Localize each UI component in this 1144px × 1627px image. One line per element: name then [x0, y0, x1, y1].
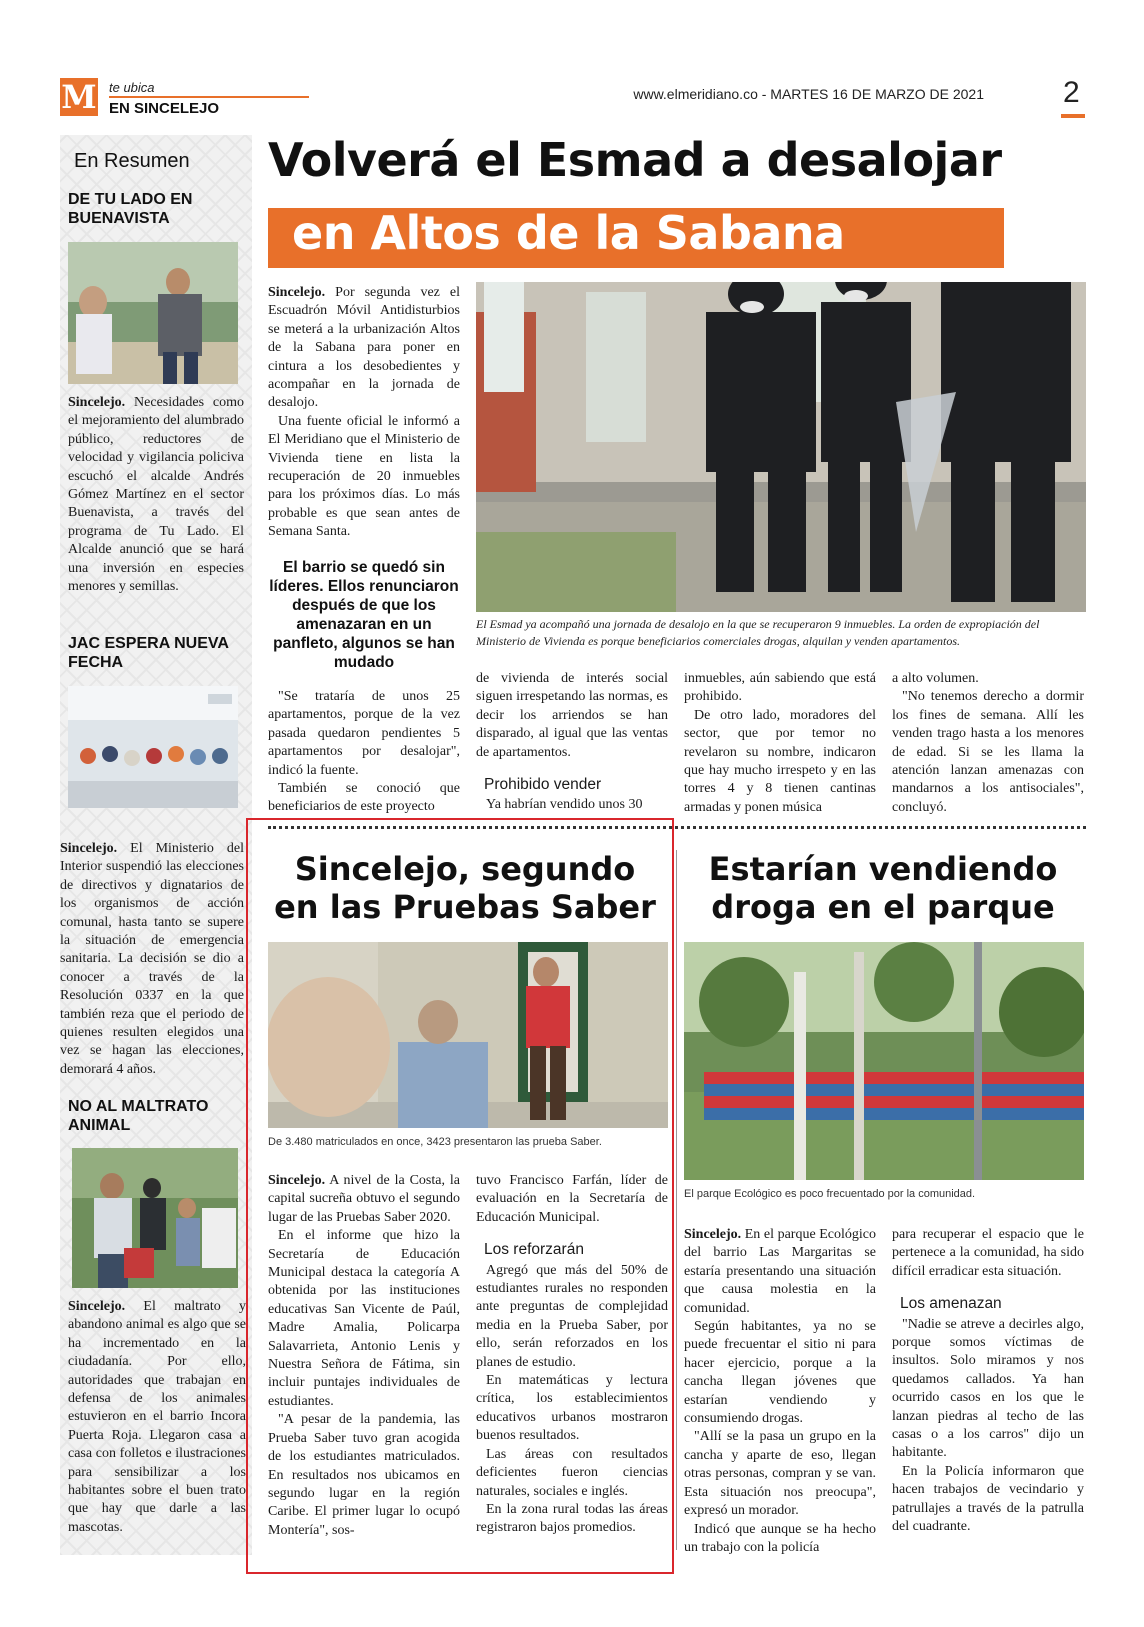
sidebar-text: Sincelejo. Necesidades como el mejoramiento del alumbrado público, reductores de velocidad y vigilancia policiva escuchó el alcalde Andrés Gómez Martínez en el sector Buenavista, a través del programa de Tu Lado. El Alcalde anunció que se hará una inversión en especies menores y semillas.	[68, 395, 244, 595]
sidebar-heading: NO AL MALTRATO ANIMAL	[68, 1098, 209, 1134]
section-label-small: te ubica	[109, 80, 155, 95]
sidebar-heading: DE TU LADO EN BUENAVISTA	[68, 191, 193, 227]
main-headline-line2: en Altos de la Sabana	[292, 206, 845, 260]
article-column: "Se trataría de unos 25 apartamentos, porque de la vez pasada quedaron pendientes 5 apartamentos por desalojar", indicó la fuente. También se conoció que beneficiarios de este proyecto	[268, 689, 460, 815]
subheading: Los amenazan	[900, 1295, 1002, 1313]
story-headline: Sincelejo, segundo en las Pruebas Saber	[274, 850, 656, 926]
page-number-rule	[1061, 114, 1085, 118]
photo-caption: El Esmad ya acompañó una jornada de desalojo en la que se recuperaron 9 inmuebles. La orden de expropiación del Ministerio de Vivienda es porque beneficiarios comerciales drogas, alquilan y venden apartamentos.	[476, 617, 1040, 648]
header-meta: www.elmeridiano.co - MARTES 16 DE MARZO DE 2021	[633, 86, 984, 102]
pull-quote: El barrio se quedó sin líderes. Ellos renunciaron después de que los amenazaran en un panfleto, algunos se han mudado	[269, 559, 459, 671]
sidebar-photo	[68, 686, 238, 808]
subheading: Los reforzarán	[484, 1241, 584, 1259]
article-column: tuvo Francisco Farfán, líder de evaluación en la Secretaría de Educación Municipal. Los reforzarán Agregó que más del 50% de estudiantes rurales no responden ante preguntas de complejidad media en la Prueba Saber, por ello, serán reforzados en los planes de estudio. En matemáticas y lectura crítica, los establecimientos educativos urbanos mostraron buenos resultados. Las áreas con resultados deficientes fueron ciencias naturales, sociales e inglés. En la zona rural todas las áreas registraron bajos promedios.	[476, 1173, 668, 1536]
article-column: para recuperar el espacio que le pertenece a la comunidad, ha sido difícil erradicar esta situación. Los amenazan "Nadie se atreve a decirles algo, porque somos víctimas de insultos. Solo miramos y nos quedamos callados. Ya han ocurrido casos en los que le lanzan piedras al techo de las casas o a los carros" dijo un habitante. En la Policía informaron que hacen trabajos de vecindario y patrullajes a través de la patrulla del cuadrante.	[892, 1227, 1084, 1535]
sidebar-heading: JAC ESPERA NUEVA FECHA	[68, 635, 229, 671]
sidebar-text: Sincelejo. El maltrato y abandono animal es algo que se ha incrementado en la ciudadanía. Por ello, autoridades que trabajan en defensa de los animales estuvieron en el barrio Incora Puerta Roja. Llegaron casa a casa con folletos e ilustraciones para sensibilizar a los habitantes sobre el buen trato que hay que darle a las mascotas.	[68, 1299, 246, 1535]
logo-m-icon: M	[61, 78, 97, 116]
story-photo	[684, 942, 1084, 1180]
story-photo	[268, 942, 668, 1128]
page-number: 2	[1063, 76, 1080, 109]
main-photo	[476, 282, 1086, 612]
article-column: inmuebles, aún sabiendo que está prohibido. De otro lado, moradores del sector, que por temor no revelaron su nombre, indicaron que hay mucho irrespeto y en las torres 4 y 8 tienen cantinas armadas y ponen música	[684, 671, 876, 815]
sidebar-photo	[72, 1148, 238, 1288]
article-column: de vivienda de interés social siguen irrespetando las normas, es decir los arriendos se han disparado, al igual que las ventas de apartamentos. Prohibido vender Ya habrían vendido unos 30	[476, 671, 668, 813]
story-headline: Estarían vendiendo droga en el parque	[708, 850, 1058, 926]
header-rule	[109, 96, 309, 98]
main-headline: Volverá el Esmad a desalojar	[268, 133, 1002, 187]
sidebar-text: Sincelejo. El Ministerio del Interior suspendió las elecciones de directivos y dignatarios de los organismos de acción comunal, hasta tanto se supere la situación de emergencia sanitaria. La decisión se dio a conocer a través de la Resolución 0337 en la que también reza que el periodo de quienes resulten elegidos una vez se hagan las elecciones, demorará 4 años.	[60, 841, 244, 1077]
photo-caption: De 3.480 matriculados en once, 3423 presentaron las prueba Saber.	[268, 1136, 602, 1148]
article-column: Sincelejo. En el parque Ecológico del barrio Las Margaritas se estaría presentando una situación que causa molestia en la comunidad. Según habitantes, ya no se puede frecuentar el sitio ni para hacer ejercicio, porque a la cancha llegan jóvenes que estarían vendiendo y consumiendo drogas. "Allí se la pasa un grupo en la cancha y aparte de eso, llegan otras personas, compran y se van. Esta situación nos preocupa", expresó un morador. Indicó que aunque se ha hecho un trabajo con la policía	[684, 1227, 876, 1555]
article-column: a alto volumen. "No tenemos derecho a dormir los fines de semana. Allí les venden trago hasta a los menores de edad. Si se les llama la atención lanzan amenazas con mandarnos a los antisociales", concluyó.	[892, 671, 1084, 815]
article-column: Sincelejo. Por segunda vez el Escuadrón Móvil Antidisturbios se meterá a la urbanización Altos de la Sabana para poner en cintura a los desobedientes y acompañar en la jornada de desalojo. Una fuente oficial le informó a El Meridiano que el Ministerio de Vivienda tiene en lista la recuperación de 20 inmuebles para los próximos días. Lo más probable es que sean antes de Semana Santa.	[268, 285, 460, 540]
article-column: Sincelejo. A nivel de la Costa, la capital sucreña obtuvo el segundo lugar de las Pruebas Saber 2020. En el informe que hizo la Secretaría de Educación Municipal destaca la categoría A obtenida por las instituciones educativas San Vicente de Paúl, Madre Amalia, Policarpa Salavarrieta, Antonio Lenis y Nuestra Señora de Fátima, sin incluir puntajes individuales de estudiantes. "A pesar de la pandemia, las Prueba Saber tuvo gran acogida de los estudiantes matriculados. En resultados nos ubicamos en segundo lugar en la región Caribe. El primer lugar lo ocupó Montería", sos-	[268, 1173, 460, 1538]
column-separator	[676, 850, 677, 1550]
photo-caption: El parque Ecológico es poco frecuentado por la comunidad.	[684, 1188, 976, 1200]
sidebar-photo	[68, 242, 238, 384]
section-label: EN SINCELEJO	[109, 100, 220, 117]
sidebar-title: En Resumen	[74, 150, 190, 172]
subheading: Prohibido vender	[484, 776, 602, 794]
